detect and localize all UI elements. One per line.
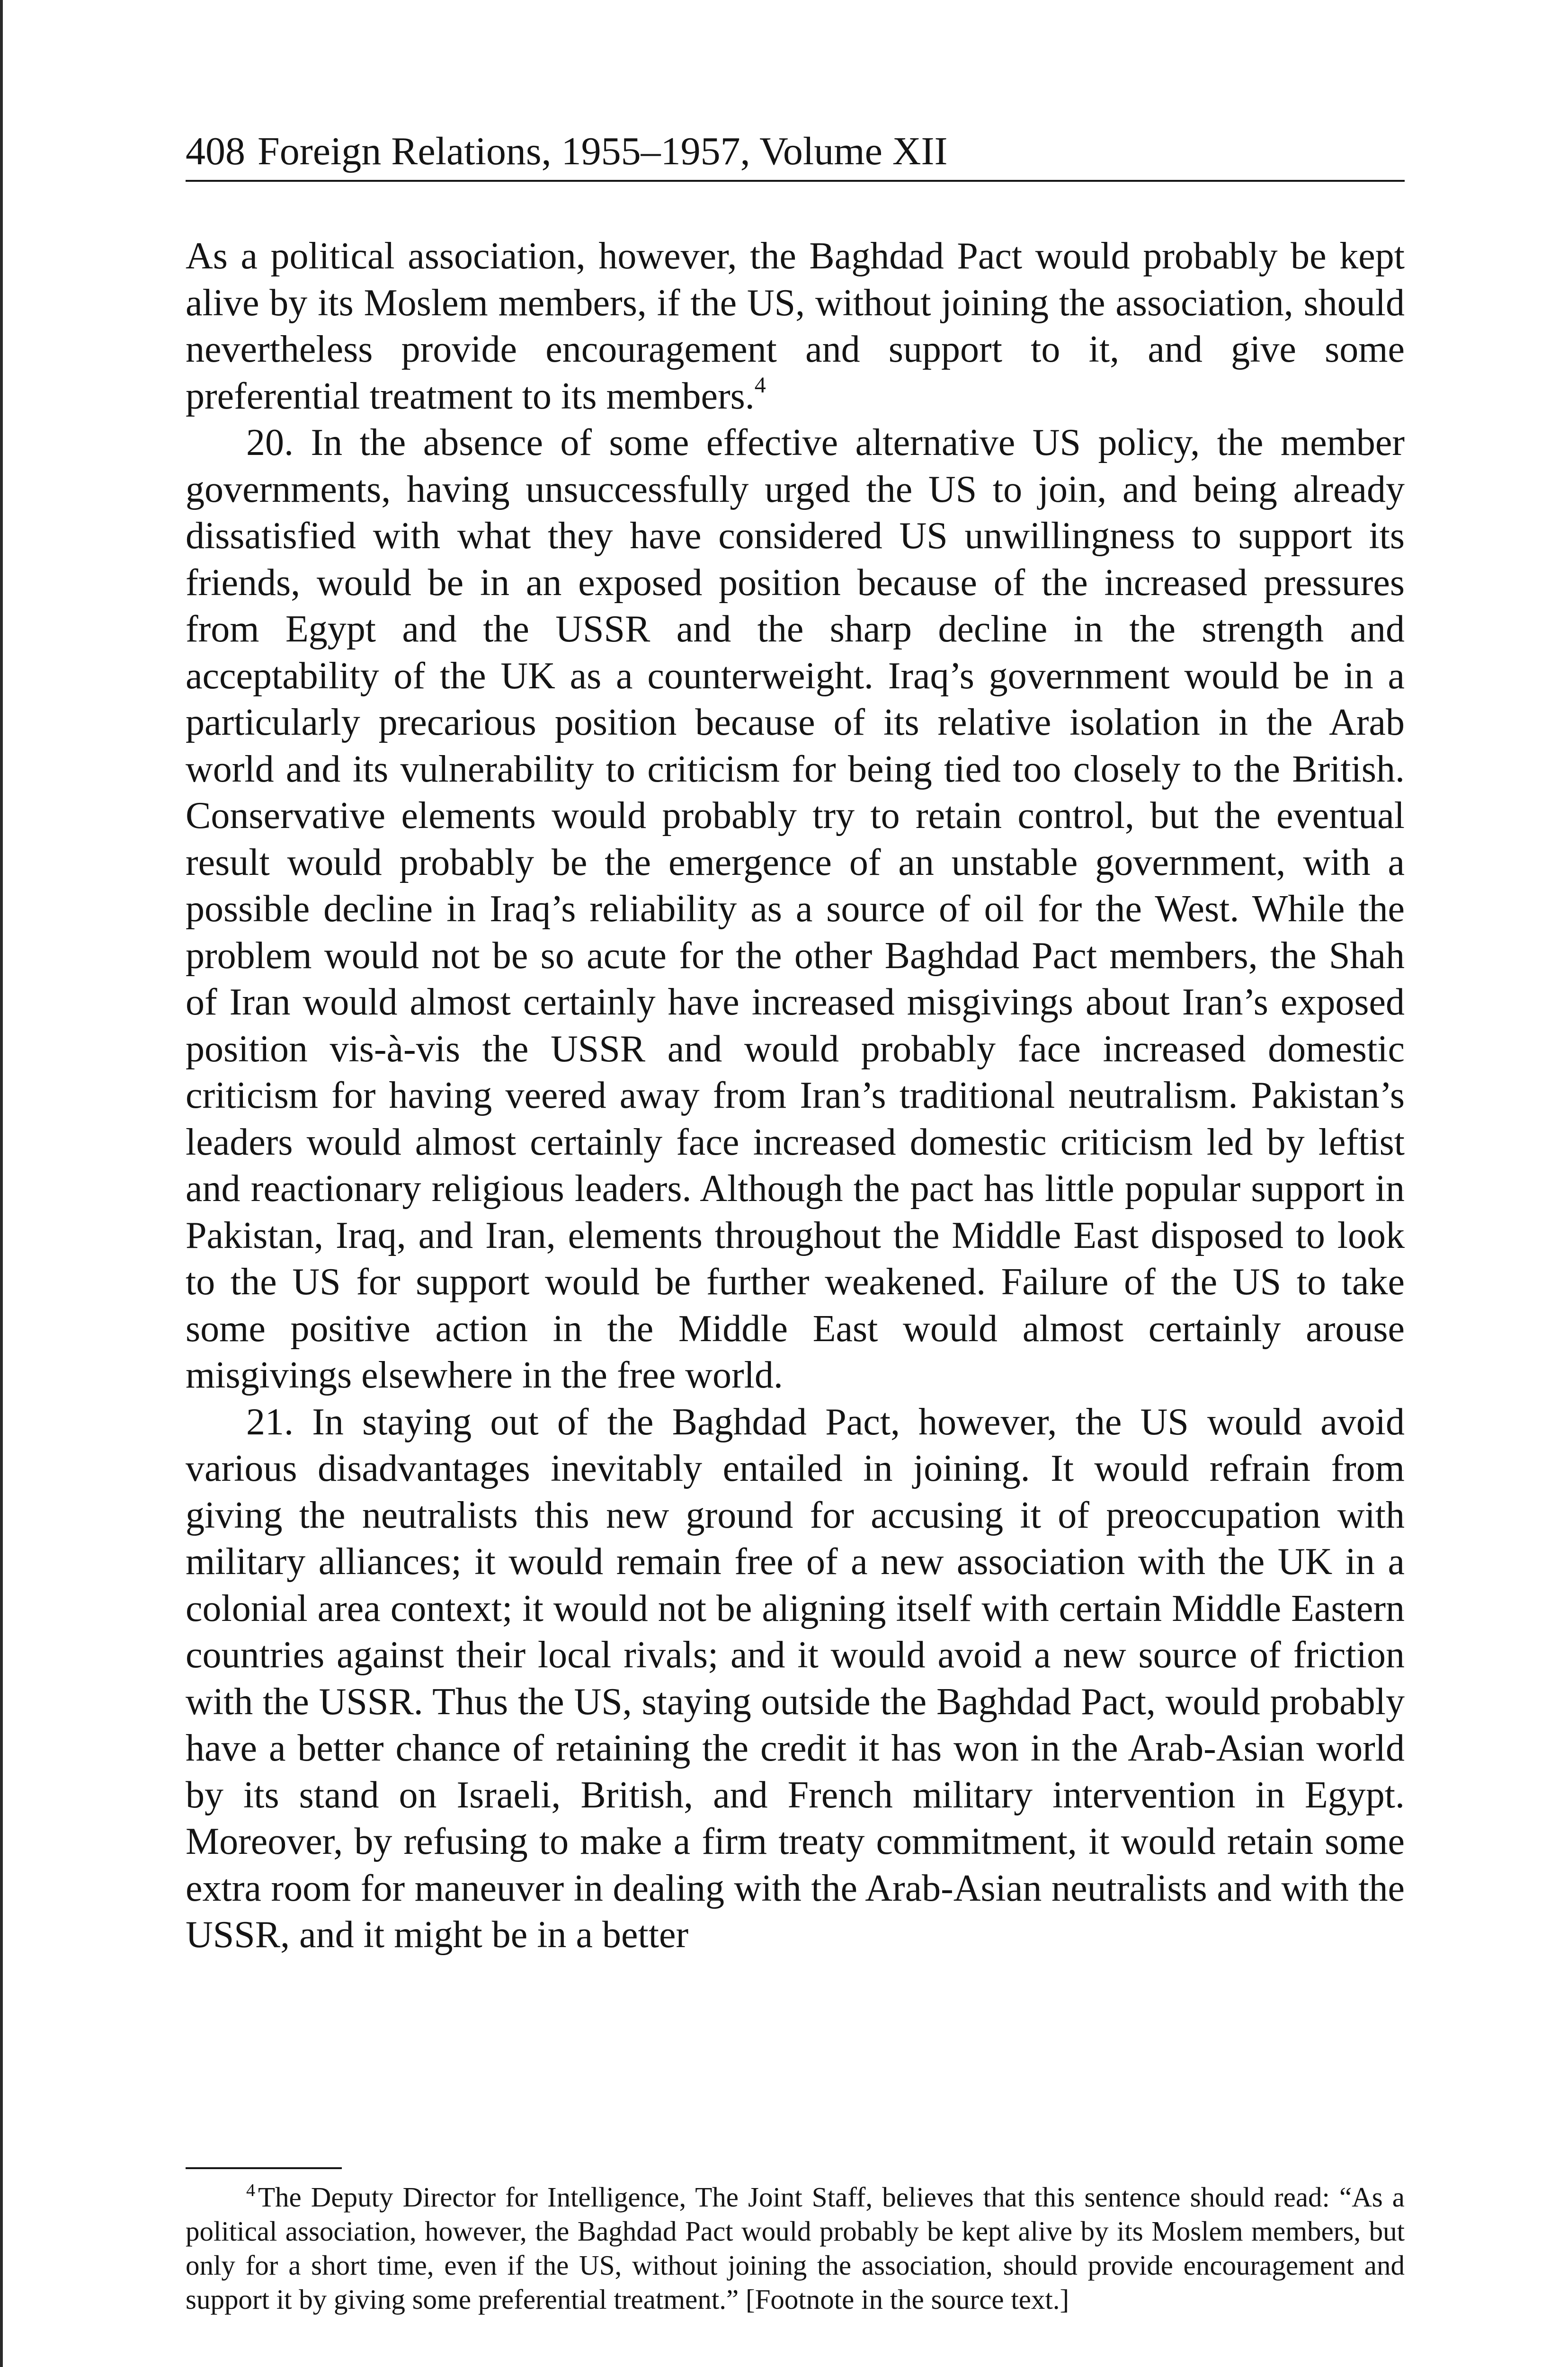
- paragraph-20: 20. In the absence of some effective alternative US policy, the member governments, having unsuccessfully urged the US to join, and being already dissatisfied with what they have considered US unwillingness to support its friends, would be in an exposed position because of the increased pressures from Egypt and the USSR and the sharp decline in the strength and acceptability of the UK as a counterweight. Iraq’s government would be in a particularly precarious position because of its relative isolation in the Arab world and its vulnerability to criticism for being tied too closely to the British. Conservative elements would probably try to retain control, but the eventual result would probably be the emergence of an unstable government, with a possible decline in Iraq’s reliability as a source of oil for the West. While the problem would not be so acute for the other Baghdad Pact members, the Shah of Iran would almost certainly have increased misgivings about Iran’s exposed position vis-à-vis the USSR and would probably face increased domestic criticism for having veered away from Iran’s traditional neutralism. Pakistan’s leaders would almost certainly face increased domestic criticism led by leftist and reactionary religious leaders. Although the pact has little popular support in Pakistan, Iraq, and Iran, elements throughout the Middle East disposed to look to the US for support would be further weakened. Failure of the US to take some positive action in the Middle East would almost certainly arouse misgivings elsewhere in the free world.: [186, 422, 1405, 1396]
- footnote: [186, 2180, 1405, 2316]
- document-page: [186, 128, 1405, 2315]
- paragraph-21: 21. In staying out of the Baghdad Pact, however, the US would avoid various disadvantages inevitably entailed in joining. It would refrain from giving the neutralists this new ground for accusing it of preoccupation with military alliances; it would remain free of a new association with the UK in a colonial area context; it would not be aligning itself with certain Middle Eastern countries against their local rivals; and it would avoid a new source of friction with the USSR. Thus the US, staying outside the Baghdad Pact, would probably have a better chance of retaining the credit it has won in the Arab-Asian world by its stand on Israeli, British, and French military intervention in Egypt. Moreover, by refusing to make a firm treaty commitment, it would retain some extra room for maneuver in dealing with the Arab-Asian neutralists and with the USSR, and it might be in a better: [186, 1401, 1405, 1956]
- page-number: 408: [186, 129, 245, 173]
- paragraph-continued-text: As a political association, however, the Baghdad Pact would probably be kept alive by its Moslem members, if the US, without joining the association, should nevertheless provide encouragement and support to it, and give some preferential treatment to its members.: [186, 235, 1405, 417]
- scan-edge: [0, 0, 3, 2367]
- footnote-marker: 4: [246, 2180, 255, 2200]
- footnote-text: The Deputy Director for Intelligence, The Joint Staff, believes that this sentence should read: “As a political association, however, the Baghdad Pact would probably be kept alive by its Moslem members, but only for a short time, even if the US, without joining the association, should provide encouragement and support it by giving some preferential treatment.” [Footnote in the source text.]: [186, 2181, 1405, 2315]
- running-head: [186, 128, 1405, 182]
- body-text: [186, 233, 1405, 1958]
- footnote-reference: 4: [754, 372, 766, 398]
- running-title: Foreign Relations, 1955–1957, Volume XII: [258, 129, 948, 173]
- footnote-divider: [186, 2167, 342, 2169]
- paragraph-continued: [186, 233, 1405, 419]
